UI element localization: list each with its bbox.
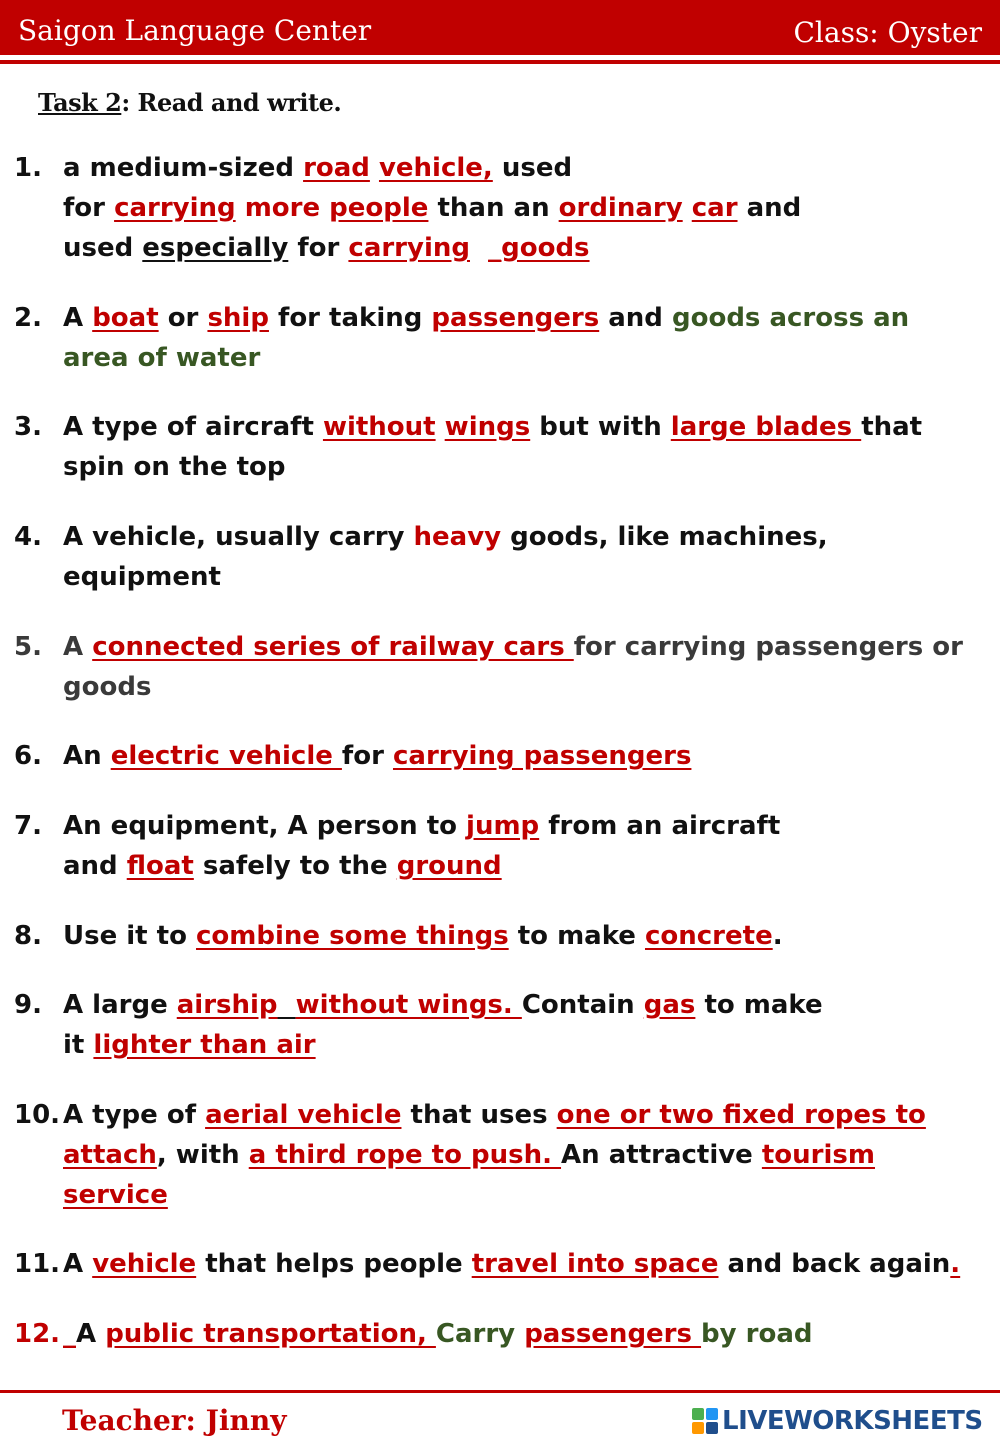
answer-blank[interactable]: passengers xyxy=(524,1319,702,1349)
header-bar xyxy=(0,0,1000,55)
answer-blank[interactable]: without wings. xyxy=(295,990,522,1020)
question-number: 1. xyxy=(14,153,42,183)
answer-blank[interactable]: lighter than air xyxy=(93,1030,316,1060)
teacher-name: Teacher: Jinny xyxy=(62,1404,287,1437)
answer-blank[interactable]: carrying xyxy=(114,193,236,223)
footer-divider xyxy=(0,1390,1000,1393)
answer-blank[interactable]: large blades xyxy=(670,412,862,442)
answer-blank[interactable]: service xyxy=(63,1180,168,1210)
answer-blank[interactable]: ordinary xyxy=(558,193,683,223)
question-number: 5. xyxy=(14,632,42,662)
answer-blank[interactable]: float xyxy=(126,851,194,881)
answer-blank[interactable]: wings xyxy=(444,412,531,442)
answer-blank[interactable]: one or two fixed ropes to xyxy=(556,1100,926,1130)
answer-blank[interactable]: attach xyxy=(63,1140,157,1170)
class-label: Class: Oyster xyxy=(793,16,982,49)
answer-blank[interactable]: people xyxy=(329,193,429,223)
answer-blank[interactable]: carrying xyxy=(348,233,470,263)
answer-blank[interactable]: ship xyxy=(207,303,269,333)
answer-blank[interactable]: without xyxy=(322,412,436,442)
question-number: 4. xyxy=(14,522,42,552)
answer-blank[interactable]: travel into space xyxy=(471,1249,719,1279)
answer-blank[interactable]: passengers xyxy=(431,303,600,333)
answer-blank[interactable]: ground xyxy=(396,851,502,881)
answer-blank[interactable]: aerial vehicle xyxy=(205,1100,402,1130)
answer-blank[interactable]: carrying passengers xyxy=(392,741,692,771)
answer-blank[interactable]: _goods xyxy=(488,233,590,263)
answer-blank[interactable]: concrete xyxy=(644,921,773,951)
answer-blank[interactable]: gas xyxy=(643,990,696,1020)
answer-blank[interactable]: road xyxy=(303,153,370,183)
answer-blank[interactable]: electric vehicle xyxy=(110,741,342,771)
question-number: 10. xyxy=(14,1100,61,1130)
answer-blank[interactable]: vehicle xyxy=(92,1249,197,1279)
answer-blank[interactable]: jump xyxy=(466,811,540,841)
answer-blank[interactable]: . xyxy=(950,1249,961,1279)
answer-blank[interactable]: airship xyxy=(176,990,278,1020)
question-number: 12. xyxy=(14,1319,61,1349)
question-number: 11. xyxy=(14,1249,61,1279)
answer-blank[interactable]: public transportation, xyxy=(105,1319,436,1349)
answer-blank[interactable]: a third rope to push. xyxy=(248,1140,562,1170)
question-number: 7. xyxy=(14,811,42,841)
brand-name: LIVEWORKSHEETS xyxy=(722,1406,983,1436)
question-number: 6. xyxy=(14,741,42,771)
school-name: Saigon Language Center xyxy=(18,14,372,47)
question-number: 9. xyxy=(14,990,42,1020)
question-number: 2. xyxy=(14,303,42,333)
answer-blank[interactable]: combine some things xyxy=(196,921,509,951)
liveworksheets-icon xyxy=(692,1408,718,1434)
answer-blank[interactable]: connected series of railway cars xyxy=(92,632,574,662)
question-number: 3. xyxy=(14,412,42,442)
question-number: 8. xyxy=(14,921,42,951)
answer-blank[interactable]: boat xyxy=(92,303,159,333)
answer-blank[interactable]: car xyxy=(691,193,738,223)
answer-blank[interactable]: vehicle, xyxy=(378,153,493,183)
liveworksheets-logo[interactable] xyxy=(692,1404,983,1438)
task-title: Task 2: Read and write. xyxy=(38,88,342,117)
header-divider xyxy=(0,60,1000,64)
answer-blank[interactable]: tourism xyxy=(761,1140,875,1170)
